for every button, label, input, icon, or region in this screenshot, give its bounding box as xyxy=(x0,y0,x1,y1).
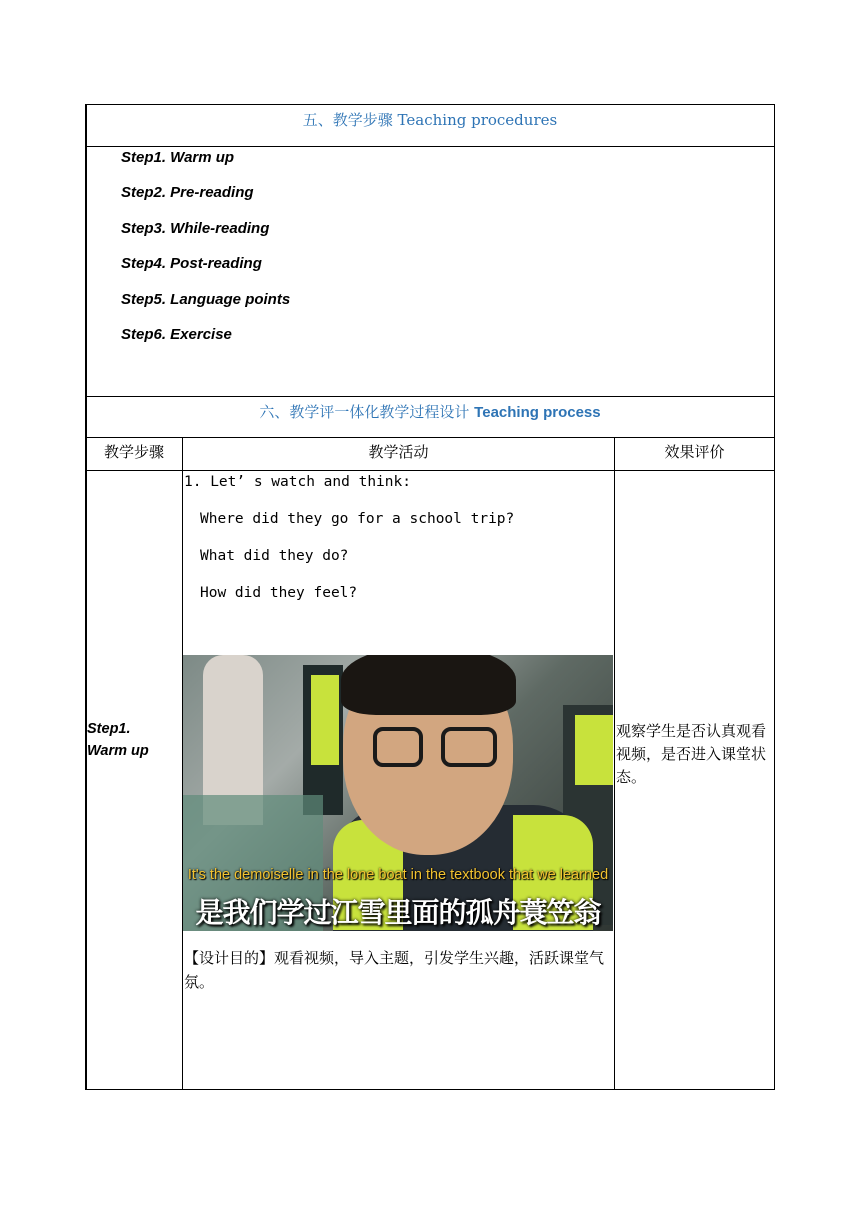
activity-question: Where did they go for a school trip? xyxy=(200,511,515,527)
section-6-title-cn: 六、教学评一体化教学过程设计 xyxy=(259,403,475,421)
step-item: Step6. Exercise xyxy=(121,326,232,343)
row-step-label xyxy=(87,718,149,762)
step-item: Step4. Post-reading xyxy=(121,255,262,272)
divider-4 xyxy=(85,470,775,471)
video-caption-english: It's the demoiselle in the lone boat in the textbook that we learned xyxy=(187,867,609,883)
row-step-number: Step1. xyxy=(87,721,131,737)
background-vest xyxy=(575,715,613,785)
section-5-header xyxy=(86,109,774,131)
table-border-top xyxy=(85,104,775,105)
col-divider-2 xyxy=(614,437,615,1090)
activity-intro: 1. Let’ s watch and think: xyxy=(184,474,411,490)
evaluation-text: 观察学生是否认真观看视频，是否进入课堂状态。 xyxy=(616,722,767,786)
table-border-left xyxy=(85,104,87,1090)
header-activity: 教学活动 xyxy=(368,443,429,461)
table-border-bottom xyxy=(85,1089,775,1090)
divider-2 xyxy=(85,396,775,397)
row-step-name: Warm up xyxy=(87,743,149,759)
divider-1 xyxy=(85,146,775,147)
section-5-title: 五、教学步骤 Teaching procedures xyxy=(302,111,558,129)
header-evaluation: 效果评价 xyxy=(664,443,725,461)
step-item: Step1. Warm up xyxy=(121,149,235,166)
glasses-icon xyxy=(373,727,423,767)
divider-3 xyxy=(85,437,775,438)
step-item: Step5. Language points xyxy=(121,291,291,308)
boy-hair xyxy=(341,655,516,715)
video-caption-chinese: 是我们学过江雪里面的孤舟蓑笠翁 xyxy=(195,896,601,929)
activity-question: What did they do? xyxy=(200,548,349,564)
section-6-title-en: Teaching process xyxy=(474,404,601,421)
video-screenshot xyxy=(183,655,613,931)
design-purpose: 【设计目的】观看视频，导入主题，引发学生兴趣，活跃课堂气氛。 xyxy=(184,949,605,991)
glasses-icon xyxy=(441,727,497,767)
section-6-header xyxy=(86,401,774,423)
step-item: Step3. While-reading xyxy=(121,220,270,237)
table-border-right xyxy=(774,104,775,1090)
background-vest xyxy=(311,675,339,765)
step-item: Step2. Pre-reading xyxy=(121,184,254,201)
header-steps: 教学步骤 xyxy=(103,443,164,461)
activity-question: How did they feel? xyxy=(200,585,358,601)
